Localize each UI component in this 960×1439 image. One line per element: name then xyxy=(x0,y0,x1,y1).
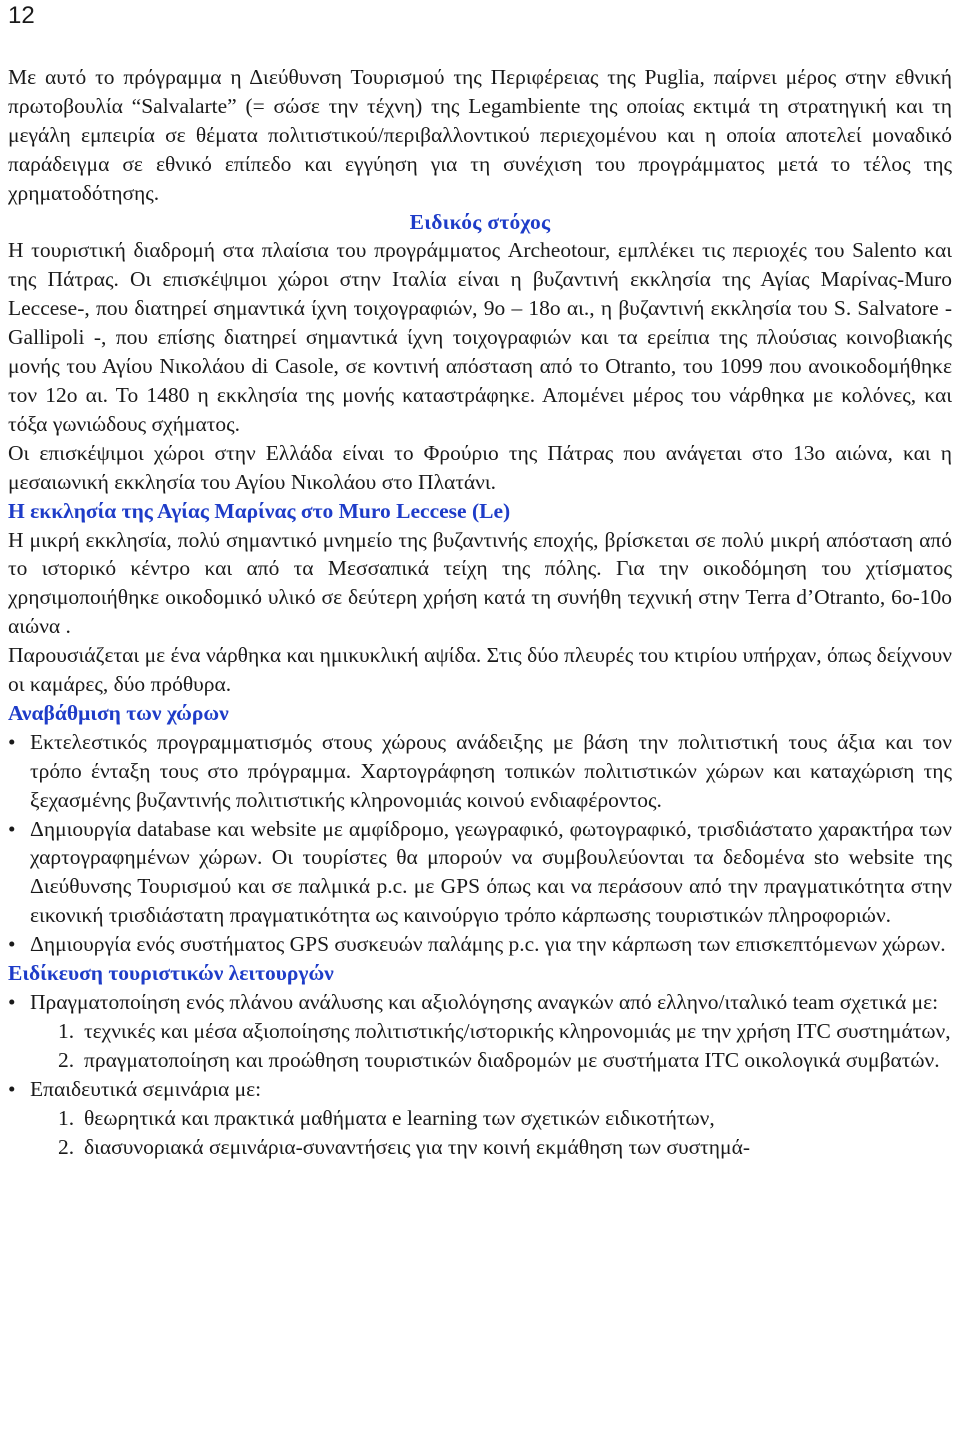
item-number: 1. xyxy=(58,1105,75,1130)
list-item: • Δημιουργία database και website με αμφίδρομο, γεωγραφικό, φωτογραφικό, τρισδιάστατο χαρακτήρα των χαρτογραφημένων χώρων. Οι τουρίστες θα μπορούν να συμβουλεύονται τα δεδομένα sto website της Διεύθυνσης Τουρισμού και σε παλμικά p.c. με GPS όπως και να περάσουν από την πραγματικότητα στην εικονική τρισδιάστατη πραγματικότητα ως καινούργιο τρόπο κάρπωσης τουριστικών πληροφοριών. xyxy=(8,815,952,931)
specialization-bullet-list xyxy=(8,988,952,1161)
item-text: διασυνοριακά σεμινάρια-συναντήσεις για την κοινή εκμάθηση των συστημά- xyxy=(84,1134,751,1159)
numbered-list xyxy=(30,1017,952,1075)
church-paragraph-2: Παρουσιάζεται με ένα νάρθηκα και ημικυκλική αψίδα. Στις δύο πλευρές του κτιρίου υπήρχαν, όπως δείχνουν οι καμάρες, δύο πρόθυρα. xyxy=(8,643,952,697)
list-item xyxy=(8,1075,952,1162)
greece-sites-paragraph: Οι επισκέψιμοι χώροι στην Ελλάδα είναι το Φρούριο της Πάτρας που ανάγεται στο 13ο αιώνα, και η μεσαιωνική εκκλησία του Αγίου Νικολάου στο Πλατάνι. xyxy=(8,440,952,494)
item-number: 1. xyxy=(58,1018,75,1043)
list-item: • Εκτελεστικός προγραμματισμός στους χώρους ανάδειξης με βάση την πολιτιστική τους άξια και τον τρόπο ένταξη τους στο πρόγραμμα. Χαρτογράφηση τοπικών πολιτιστικών χώρων και καταχώριση της ξεχασμένης βυζαντινής πολιτιστικής κληρονομιάς κοινού ενδιαφέροντος. xyxy=(8,728,952,815)
numbered-item xyxy=(30,1133,952,1162)
numbered-item xyxy=(30,1104,952,1133)
upgrade-bullet-list xyxy=(8,728,952,959)
list-item: • Δημιουργία ενός συστήματος GPS συσκευών παλάμης p.c. για την κάρπωση των επισκεπτόμενων χώρων. xyxy=(8,930,952,959)
item-number: 2. xyxy=(58,1134,75,1159)
heading-upgrade-sites: Αναβάθμιση των χώρων xyxy=(8,700,229,725)
page-number: 12 xyxy=(8,2,35,29)
list-item-text: Επαιδευτικά σεμινάρια με: xyxy=(30,1076,262,1101)
church-paragraph: Η μικρή εκκλησία, πολύ σημαντικό μνημείο της βυζαντινής εποχής, βρίσκεται σε πολύ μικρή απόσταση από το ιστορικό κέντρο και από τα Μεσσαπικά τείχη της πόλης. Για την οικοδόμηση του χτίσματος χρησιμοποιήθηκε οικοδομικό υλικό σε δεύτερη χρήση κατά τη συνήθη τεχνική στην Terra d’Otranto, 6ο-10ο αιώνα . xyxy=(8,527,952,639)
numbered-item xyxy=(30,1046,952,1075)
item-text: πραγματοποίηση και προώθηση τουριστικών διαδρομών με συστήματα ITC οικολογικά συμβατών. xyxy=(84,1047,940,1072)
heading-specific-goal: Ειδικός στόχος xyxy=(409,209,551,234)
intro-paragraph: Με αυτό το πρόγραμμα η Διεύθυνση Τουρισμού της Περιφέρειας της Puglia, παίρνει μέρος στην εθνική πρωτοβουλία “Salvalarte” (= σώσε την τέχνη) της Legambiente της οποίας εκτιμά τη στρατηγική και τη μεγάλη εμπειρία σε θέματα πολιτιστικού/περιβαλλοντικού περιεχομένου και η οποία αποτελεί μοναδικό παράδειγμα σε εθνικό επίπεδο και εγγύηση για τη συνέχιση του προγράμματος μετά το τέλος της χρηματοδότησης. xyxy=(8,65,952,205)
numbered-item xyxy=(30,1017,952,1046)
list-item xyxy=(8,988,952,1075)
goal-paragraph: Η τουριστική διαδρομή στα πλαίσια του προγράμματος Archeotour, εμπλέκει τις περιοχές του Salento και της Πάτρας. Οι επισκέψιμοι χώροι στην Ιταλία είναι η βυζαντινή εκκλησία της Αγίας Μαρίνας-Muro Leccese-, που διατηρεί σημαντικά ίχνη τοιχογραφιών, 9ο – 18ο αι., η βυζαντινή εκκλησία του S. Salvatore - Gallipoli -, που επίσης διατηρεί σημαντικά ίχνη τοιχογραφιών και τα ερείπια της πλούσιας κοινοβιακής μονής του Αγίου Νικολάου di Casole, σε κοντινή απόσταση από το Otranto, του 1099 που ανοικοδομήθηκε τον 12ο αι. Το 1480 η εκκλησία της μονής καταστράφηκε. Απομένει μέρος του νάρθηκα με κολόνες, και τόξα γωνιώδους σχήματος. xyxy=(8,238,952,436)
list-item-text: Πραγματοποίηση ενός πλάνου ανάλυσης και αξιολόγησης αναγκών από ελληνο/ιταλικό team σχετικά με: xyxy=(30,990,939,1014)
item-number: 2. xyxy=(58,1047,75,1072)
item-text: τεχνικές και μέσα αξιοποίησης πολιτιστικής/ιστορικής κληρονομιάς με την χρήση ITC συστημάτων, xyxy=(84,1018,951,1043)
heading-church-agia-marina: Η εκκλησία της Αγίας Μαρίνας στο Muro Leccese (Le) xyxy=(8,498,511,523)
heading-specialization: Ειδίκευση τουριστικών λειτουργών xyxy=(8,961,334,986)
document-body xyxy=(8,63,952,1161)
numbered-list xyxy=(30,1104,952,1162)
item-text: θεωρητικά και πρακτικά μαθήματα e learning των σχετικών ειδικοτήτων, xyxy=(84,1105,715,1130)
